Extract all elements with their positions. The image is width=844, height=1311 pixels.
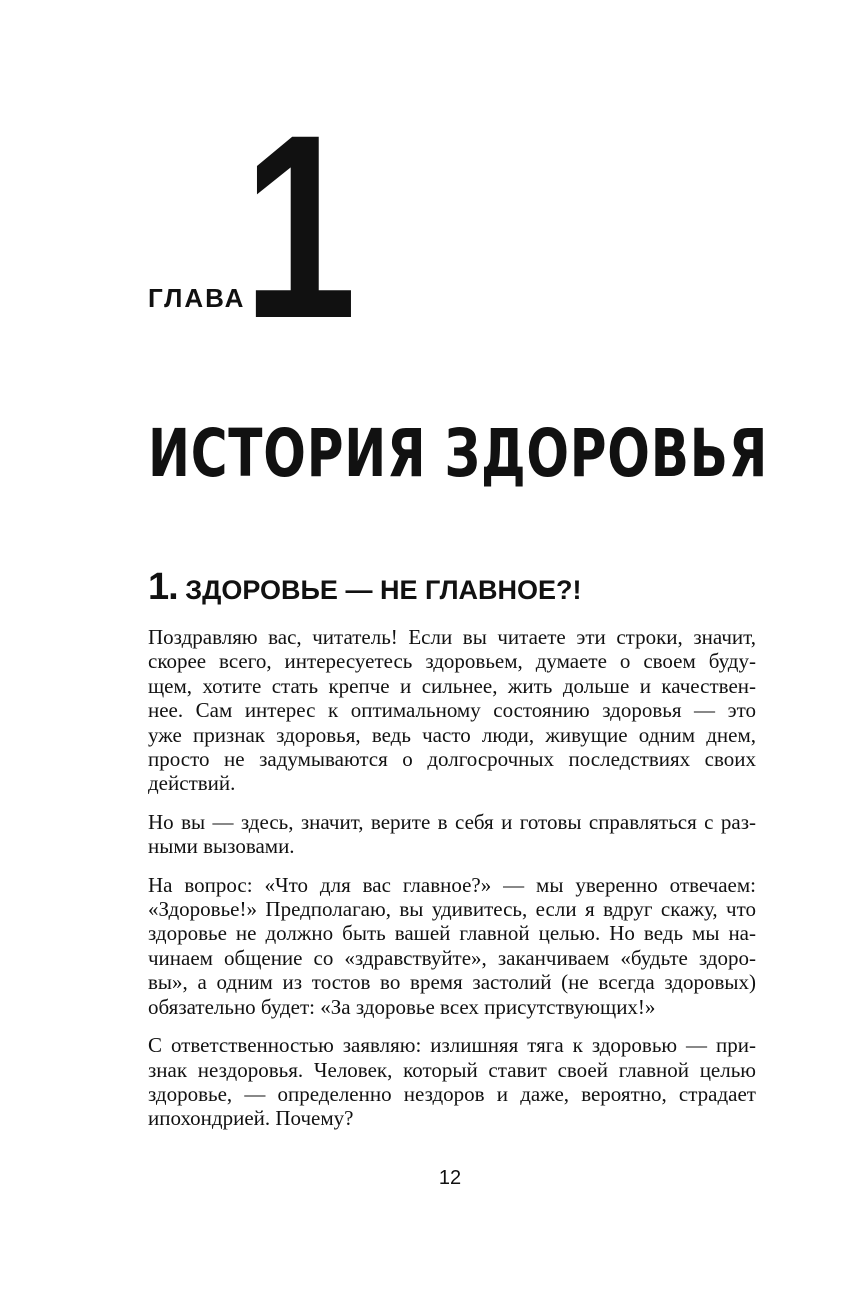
text-line: обязательно будет: «За здоровье всех присутствующих!»: [148, 994, 656, 1019]
text-line: чинаем общение со «здравствуйте», заканчиваем «будьте здоро-: [148, 945, 756, 970]
text-line: ными вызовами.: [148, 834, 295, 859]
section-title: ЗДОРОВЬЕ — НЕ ГЛАВНОЕ?!: [185, 575, 582, 605]
text-line: вы», а одним из тостов во время застолий (не всегда здоровых): [148, 970, 756, 995]
text-line: действий.: [148, 771, 236, 796]
chapter-number: 1: [243, 80, 352, 373]
paragraph: [148, 810, 756, 859]
text-line: На вопрос: «Что для вас главное?» — мы уверенно отвечаем:: [148, 872, 756, 897]
paragraph: [148, 1033, 756, 1131]
text-line: ипохондрией. Почему?: [148, 1106, 354, 1131]
text-line: С ответственностью заявляю: излишняя тяга к здоровью — при-: [148, 1033, 756, 1058]
paragraph: [148, 873, 756, 1019]
text-line: здоровье, — определенно нездоров и даже, вероятно, страдает: [148, 1081, 756, 1106]
text-line: «Здоровье!» Предполагаю, вы удивитесь, если я вдруг скажу, что: [148, 897, 756, 922]
text-line: здоровье не должно быть вашей главной целью. Но ведь мы на-: [148, 921, 756, 946]
page-number: 12: [438, 1167, 462, 1189]
chapter-title: ИСТОРИЯ ЗДОРОВЬЯ: [148, 415, 769, 492]
body-text: [148, 625, 756, 1145]
paragraph: [148, 625, 756, 796]
text-line: просто не задумываются о долгосрочных последствиях своих: [148, 747, 756, 772]
text-line: щем, хотите стать крепче и сильнее, жить дольше и качествен-: [148, 673, 756, 698]
text-line: уже признак здоровья, ведь часто люди, живущие одним днем,: [148, 722, 756, 747]
chapter-label: ГЛАВА: [148, 283, 246, 313]
section-number: 1.: [148, 566, 178, 608]
text-line: Поздравляю вас, читатель! Если вы читаете эти строки, значит,: [148, 625, 756, 649]
section-heading: [148, 567, 582, 610]
text-line: нее. Сам интерес к оптимальному состоянию здоровья — это: [148, 698, 756, 723]
text-line: знак нездоровья. Человек, который ставит своей главной целью: [148, 1057, 756, 1082]
text-line: Но вы — здесь, значит, верите в себя и готовы справляться с раз-: [148, 809, 756, 834]
text-line: скорее всего, интересуетесь здоровьем, думаете о своем буду-: [148, 649, 756, 674]
